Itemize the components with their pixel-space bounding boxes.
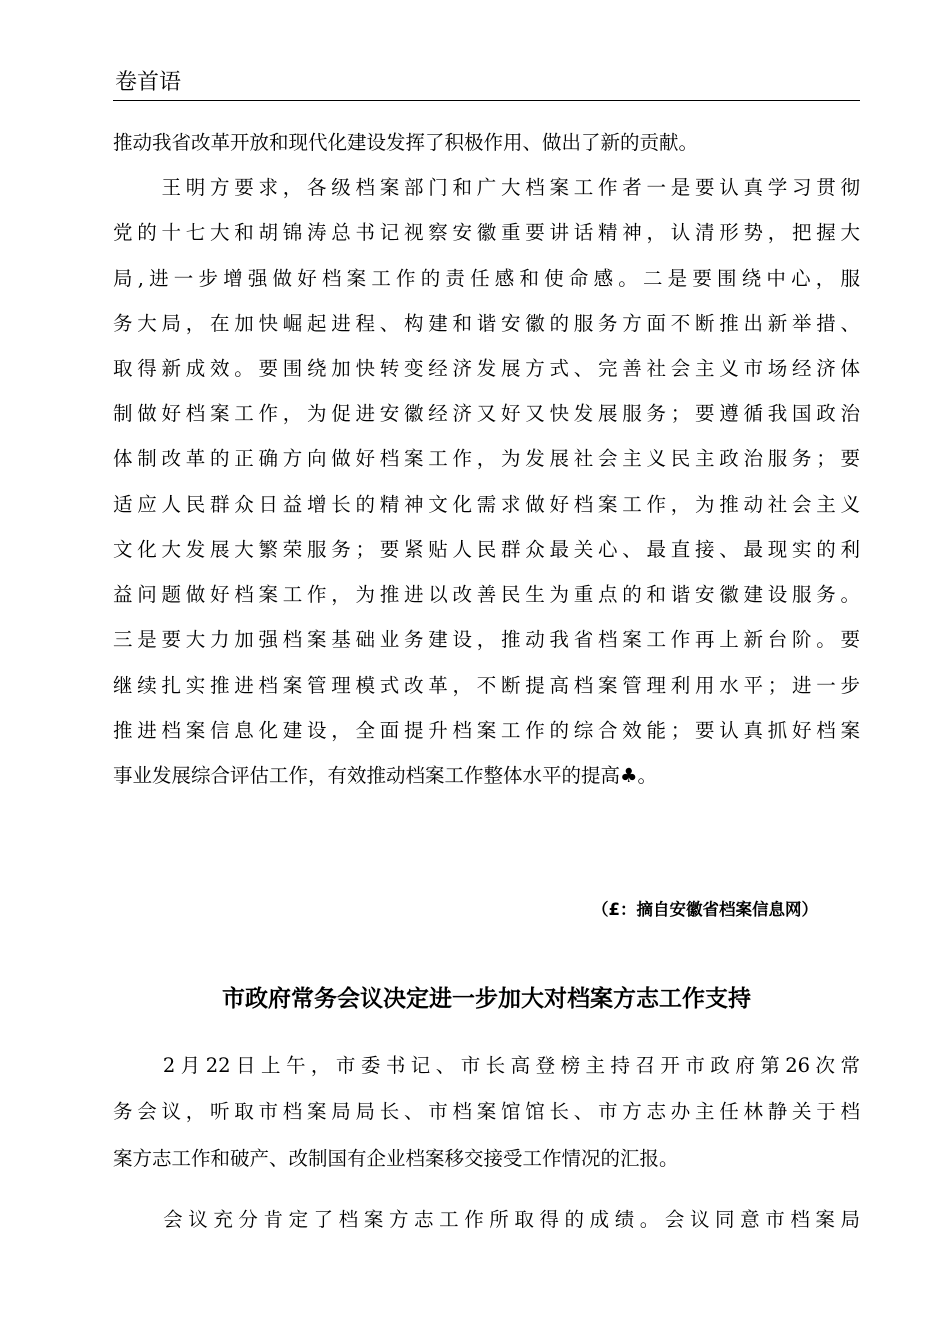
source-note: （£：摘自安徽省档案信息网） (592, 900, 818, 919)
body-line: 文化大发展大繁荣服务；要紧贴人民群众最关心、最直接、最现实的利 (113, 538, 860, 561)
header-rule (113, 100, 860, 101)
body-line: 三是要大力加强档案基础业务建设，推动我省档案工作再上新台阶。要 (113, 628, 860, 651)
article-title: 市政府常务会议决定进一步加大对档案方志工作支持 (222, 986, 751, 1012)
body-line: 务大局，在加快崛起进程、构建和谐安徽的服务方面不断推出新举措、 (113, 312, 860, 335)
page-header (113, 66, 860, 102)
body-line: 会议充分肯定了档案方志工作所取得的成绩。会议同意市档案局 (113, 1208, 860, 1231)
body-line: 王明方要求，各级档案部门和广大档案工作者一是要认真学习贯彻 (113, 176, 860, 199)
body-line: 体制改革的正确方向做好档案工作，为发展社会主义民主政治服务；要 (113, 447, 860, 470)
body-line: 党的十七大和胡锦涛总书记视察安徽重要讲话精神，认清形势，把握大 (113, 221, 860, 244)
body-line: 推进档案信息化建设，全面提升档案工作的综合效能；要认真抓好档案 (113, 719, 860, 742)
body-line: 制做好档案工作，为促进安徽经济又好又快发展服务；要遵循我国政治 (113, 402, 860, 425)
body-line: 案方志工作和破产、改制国有企业档案移交接受工作情况的汇报。 (113, 1147, 679, 1170)
body-line: 益问题做好档案工作，为推进以改善民生为重点的和谐安徽建设服务。 (113, 583, 860, 606)
body-line: 局,进一步增强做好档案工作的责任感和使命感。二是要围绕中心，服 (113, 267, 860, 290)
body-line: 事业发展综合评估工作，有效推动档案工作整体水平的提高♣。 (113, 764, 657, 787)
body-line: 2月22日上午，市委书记、市长高登榜主持召开市政府第26次常 (113, 1054, 860, 1077)
body-line: 取得新成效。要围绕加快转变经济发展方式、完善社会主义市场经济体 (113, 357, 860, 380)
body-line: 推动我省改革开放和现代化建设发挥了积极作用、做出了新的贡献。 (113, 131, 699, 154)
body-line: 务会议，听取市档案局局长、市档案馆馆长、市方志办主任林静关于档 (113, 1100, 860, 1123)
body-line: 继续扎实推进档案管理模式改革，不断提高档案管理利用水平；进一步 (113, 674, 860, 697)
section-title: 卷首语 (115, 70, 182, 95)
body-line: 适应人民群众日益增长的精神文化需求做好档案工作，为推动社会主义 (113, 493, 860, 516)
